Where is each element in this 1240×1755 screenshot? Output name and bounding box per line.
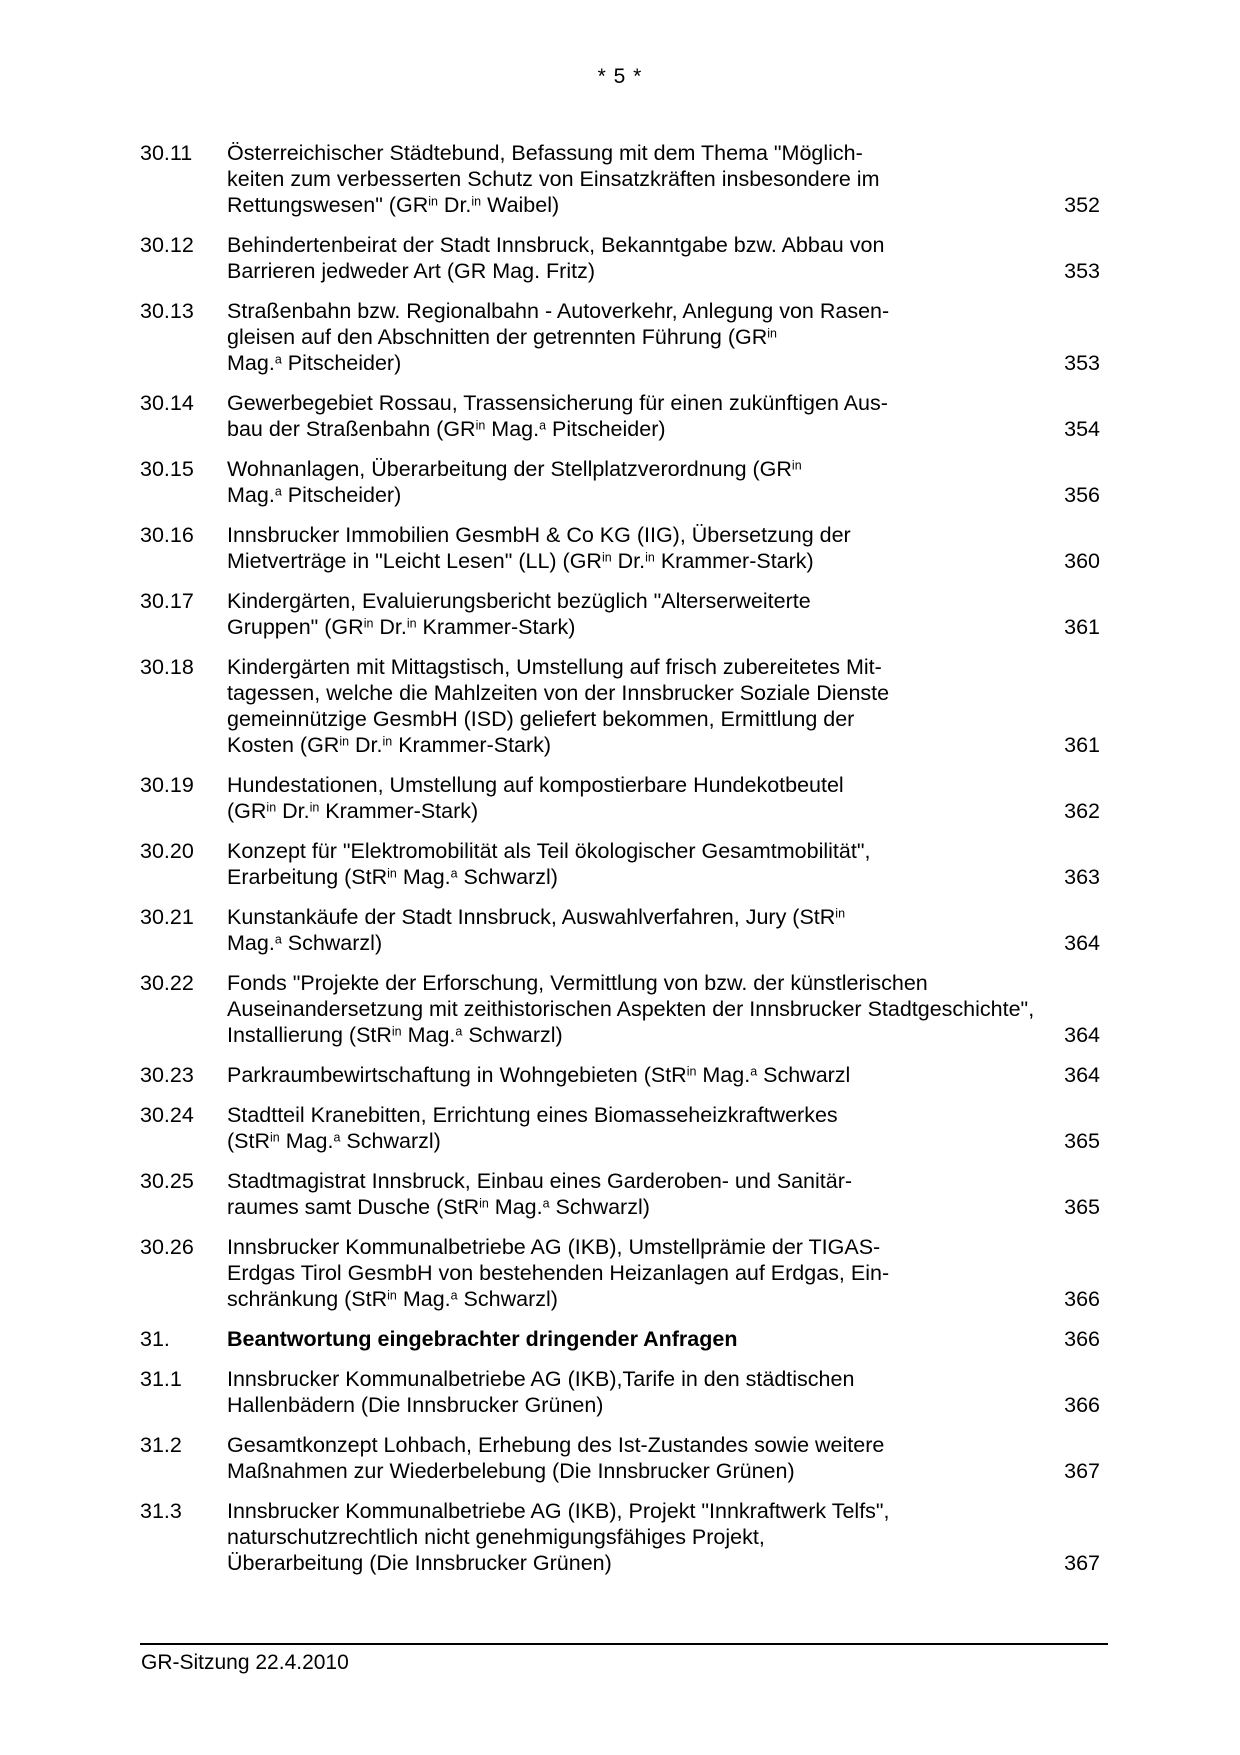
footer-text: GR-Sitzung 22.4.2010 — [141, 1651, 349, 1674]
entry-title — [227, 772, 1042, 824]
toc-entry — [140, 772, 1100, 824]
entry-page-number: 353 — [1064, 351, 1100, 375]
entry-title — [227, 390, 1042, 442]
superscript: in — [767, 326, 777, 341]
entry-title — [227, 1366, 1042, 1418]
entry-number: 31.2 — [140, 1433, 182, 1457]
superscript: a — [450, 1288, 458, 1303]
entry-page-number: 354 — [1064, 417, 1100, 441]
entry-title — [227, 456, 1042, 508]
toc-entry — [140, 1366, 1100, 1418]
entry-number: 30.24 — [140, 1103, 194, 1127]
superscript: in — [791, 458, 802, 473]
entry-number: 30.17 — [140, 589, 194, 613]
entry-page-number: 366 — [1064, 1393, 1100, 1417]
superscript: in — [387, 866, 397, 881]
superscript: a — [750, 1064, 758, 1079]
entry-line: Maßnahmen zur Wiederbelebung (Die Innsbrucker Grünen) — [227, 1459, 795, 1483]
entry-number: 30.12 — [140, 233, 194, 257]
superscript: in — [387, 1288, 397, 1303]
entry-line: schränkung (StR$^{in}$ Mag.$^a$ Schwarzl) — [227, 1287, 558, 1311]
entry-number: 30.14 — [140, 391, 194, 415]
superscript: a — [274, 484, 282, 499]
entry-line: Hundestationen, Umstellung auf kompostierbare Hundekotbeutel — [227, 773, 844, 797]
superscript: in — [835, 906, 846, 921]
entry-page-number: 365 — [1064, 1129, 1100, 1153]
superscript: in — [406, 616, 417, 631]
entry-line: Fonds "Projekte der Erforschung, Vermittlung von bzw. der künstlerischen — [227, 971, 928, 995]
entry-line: Mag.$^a$ Pitscheider) — [227, 483, 402, 507]
entry-page-number: 364 — [1064, 1063, 1100, 1087]
toc-entry — [140, 904, 1100, 956]
entry-line: Kindergärten, Evaluierungsbericht bezüglich "Alterserweiterte — [227, 589, 811, 613]
entry-number: 30.21 — [140, 905, 194, 929]
toc-entry — [140, 140, 1100, 218]
entry-number: 31. — [140, 1327, 170, 1351]
entry-page-number: 366 — [1064, 1327, 1100, 1351]
entry-line: Innsbrucker Immobilien GesmbH & Co KG (IIG), Übersetzung der — [227, 523, 851, 547]
entry-page-number: 361 — [1064, 733, 1100, 757]
entry-number: 30.20 — [140, 839, 194, 863]
entry-line: Barrieren jedweder Art (GR Mag. Fritz) — [227, 259, 595, 283]
entry-line: Mag.$^a$ Schwarzl) — [227, 931, 383, 955]
entry-page-number: 362 — [1064, 799, 1100, 823]
entry-line: Erarbeitung (StR$^{in}$ Mag.$^a$ Schwarzl) — [227, 865, 558, 889]
superscript: a — [539, 418, 547, 433]
entry-page-number: 367 — [1064, 1551, 1100, 1575]
entry-line: Mag.$^a$ Pitscheider) — [227, 351, 402, 375]
entry-title — [227, 1168, 1042, 1220]
entry-number: 31.3 — [140, 1499, 182, 1523]
superscript: a — [450, 866, 458, 881]
superscript: a — [542, 1196, 550, 1211]
superscript: in — [363, 616, 374, 631]
entry-line: Rettungswesen" ($GR^{in}$ Dr.$^{in}$ Waibel) — [227, 193, 560, 217]
entry-number: 30.13 — [140, 299, 194, 323]
toc-entry — [140, 1168, 1100, 1220]
entry-line: Straßenbahn bzw. Regionalbahn - Autoverkehr, Anlegung von Rasen- — [227, 299, 890, 323]
entry-page-number: 352 — [1064, 193, 1100, 217]
superscript: a — [333, 1130, 341, 1145]
toc-entry — [140, 456, 1100, 508]
toc-entry — [140, 838, 1100, 890]
entry-title — [227, 1102, 1042, 1154]
superscript: in — [382, 734, 393, 749]
entry-page-number: 353 — [1064, 259, 1100, 283]
entry-line: Erdgas Tirol GesmbH von bestehenden Heizanlagen auf Erdgas, Ein- — [227, 1261, 890, 1285]
toc-entry — [140, 298, 1100, 376]
entry-page-number: 356 — [1064, 483, 1100, 507]
entry-title — [227, 838, 1042, 890]
toc-entry — [140, 522, 1100, 574]
entry-page-number: 363 — [1064, 865, 1100, 889]
entry-line: Stadtteil Kranebitten, Errichtung eines Biomasseheizkraftwerkes — [227, 1103, 838, 1127]
toc-entry — [140, 1062, 1100, 1088]
entry-page-number: 365 — [1064, 1195, 1100, 1219]
entry-line: gemeinnützige GesmbH (ISD) geliefert bekommen, Ermittlung der — [227, 707, 855, 731]
toc-list — [140, 140, 1100, 1590]
entry-line: Gesamtkonzept Lohbach, Erhebung des Ist-Zustandes sowie weitere — [227, 1433, 885, 1457]
entry-line: Kosten ($GR^{in}$ Dr.$^{in}$ Krammer-Stark) — [227, 733, 552, 757]
entry-number: 30.15 — [140, 457, 194, 481]
entry-title — [227, 654, 1042, 758]
entry-page-number: 360 — [1064, 549, 1100, 573]
entry-number: 30.11 — [140, 141, 193, 165]
entry-title — [227, 1432, 1042, 1484]
entry-line: Hallenbädern (Die Innsbrucker Grünen) — [227, 1393, 604, 1417]
entry-line: bau der Straßenbahn ($GR^{in}$ Mag.$^a$ Pitscheider) — [227, 417, 666, 441]
superscript: in — [266, 800, 277, 815]
superscript: in — [428, 194, 438, 209]
entry-line: (StR$^{in}$ Mag.$^a$ Schwarzl) — [227, 1129, 441, 1153]
entry-title — [227, 522, 1042, 574]
superscript: in — [479, 1196, 489, 1211]
entry-line: Innsbrucker Kommunalbetriebe AG (IKB), Projekt "Innkraftwerk Telfs", — [227, 1499, 890, 1523]
entry-line: Parkraumbewirtschaftung in Wohngebieten (StR$^{in}$ Mag.$^a$ Schwarzl — [227, 1063, 851, 1087]
entry-number: 30.26 — [140, 1235, 194, 1259]
superscript: in — [601, 550, 612, 565]
entry-title — [227, 140, 1042, 218]
entry-title — [227, 970, 1042, 1048]
entry-line: ($GR^{in}$ Dr.$^{in}$ Krammer-Stark) — [227, 799, 479, 823]
toc-entry — [140, 1498, 1100, 1576]
superscript: a — [274, 932, 282, 947]
entry-title — [227, 298, 1042, 376]
superscript: in — [686, 1064, 697, 1079]
entry-line: Innsbrucker Kommunalbetriebe AG (IKB), Umstellprämie der TIGAS- — [227, 1235, 881, 1259]
superscript: in — [391, 1024, 402, 1039]
entry-line: keiten zum verbesserten Schutz von Einsatzkräften insbesondere im — [227, 167, 880, 191]
superscript: in — [471, 194, 482, 209]
entry-line: Konzept für "Elektromobilität als Teil ökologischer Gesamtmobilität", — [227, 839, 871, 863]
entry-number: 30.23 — [140, 1063, 194, 1087]
entry-number: 30.18 — [140, 655, 194, 679]
entry-line: raumes samt Dusche (StR$^{in}$ Mag.$^a$ Schwarzl) — [227, 1195, 650, 1219]
entry-line: Kindergärten mit Mittagstisch, Umstellung auf frisch zubereitetes Mit- — [227, 655, 882, 679]
entry-number: 30.22 — [140, 971, 194, 995]
superscript: a — [274, 352, 282, 367]
entry-line: Gewerbegebiet Rossau, Trassensicherung für einen zukünftigen Aus- — [227, 391, 888, 415]
entry-page-number: 366 — [1064, 1287, 1100, 1311]
toc-entry — [140, 970, 1100, 1048]
entry-line: Installierung (StR$^{in}$ Mag.$^a$ Schwarzl) — [227, 1023, 563, 1047]
entry-number: 30.16 — [140, 523, 194, 547]
entry-line: Auseinandersetzung mit zeithistorischen Aspekten der Innsbrucker Stadtgeschichte", — [227, 997, 1035, 1021]
entry-line: Gruppen" ($GR^{in}$ Dr.$^{in}$ Krammer-Stark) — [227, 615, 576, 639]
toc-entry — [140, 1432, 1100, 1484]
page-number-header: * 5 * — [597, 65, 643, 88]
toc-entry — [140, 1234, 1100, 1312]
entry-line: Wohnanlagen, Überarbeitung der Stellplatzverordnung ($GR^{in}$ — [227, 457, 802, 481]
entry-number: 31.1 — [140, 1367, 182, 1391]
entry-page-number: 364 — [1064, 1023, 1100, 1047]
entry-number: 30.19 — [140, 773, 194, 797]
toc-entry — [140, 654, 1100, 758]
footer-rule — [140, 1643, 1108, 1645]
superscript: in — [309, 800, 320, 815]
entry-title — [227, 232, 1042, 284]
superscript: a — [455, 1024, 463, 1039]
entry-line: Innsbrucker Kommunalbetriebe AG (IKB),Tarife in den städtischen — [227, 1367, 855, 1391]
superscript: in — [645, 550, 655, 565]
entry-number: 30.25 — [140, 1169, 194, 1193]
toc-entry — [140, 232, 1100, 284]
entry-title — [227, 588, 1042, 640]
entry-line: Kunstankäufe der Stadt Innsbruck, Auswahlverfahren, Jury (StR$^{in}$ — [227, 905, 846, 929]
toc-entry — [140, 1102, 1100, 1154]
entry-title — [227, 1234, 1042, 1312]
entry-title — [227, 1062, 1042, 1088]
entry-line: tagessen, welche die Mahlzeiten von der Innsbrucker Soziale Dienste — [227, 681, 890, 705]
toc-entry — [140, 390, 1100, 442]
entry-page-number: 361 — [1064, 615, 1100, 639]
entry-title — [227, 1498, 1042, 1576]
superscript: in — [339, 734, 350, 749]
entry-line: Beantwortung eingebrachter dringender Anfragen — [227, 1327, 738, 1351]
entry-line: naturschutzrechtlich nicht genehmigungsfähiges Projekt, — [227, 1525, 765, 1549]
entry-line: gleisen auf den Abschnitten der getrennten Führung ($GR^{in}$ — [227, 325, 777, 349]
entry-line: Überarbeitung (Die Innsbrucker Grünen) — [227, 1551, 612, 1575]
entry-title — [227, 904, 1042, 956]
entry-page-number: 367 — [1064, 1459, 1100, 1483]
entry-line: Stadtmagistrat Innsbruck, Einbau eines Garderoben- und Sanitär- — [227, 1169, 853, 1193]
toc-entry — [140, 588, 1100, 640]
superscript: in — [270, 1130, 280, 1145]
entry-line: Behindertenbeirat der Stadt Innsbruck, Bekanntgabe bzw. Abbau von — [227, 233, 885, 257]
entry-line: Mietverträge in "Leicht Lesen" (LL) ($GR^{in}$ Dr.$^{in}$ Krammer-Stark) — [227, 549, 814, 573]
toc-entry — [140, 1326, 1100, 1352]
entry-page-number: 364 — [1064, 931, 1100, 955]
superscript: in — [475, 418, 486, 433]
entry-title — [227, 1326, 1042, 1352]
entry-line: Österreichischer Städtebund, Befassung mit dem Thema "Möglich- — [227, 141, 863, 165]
